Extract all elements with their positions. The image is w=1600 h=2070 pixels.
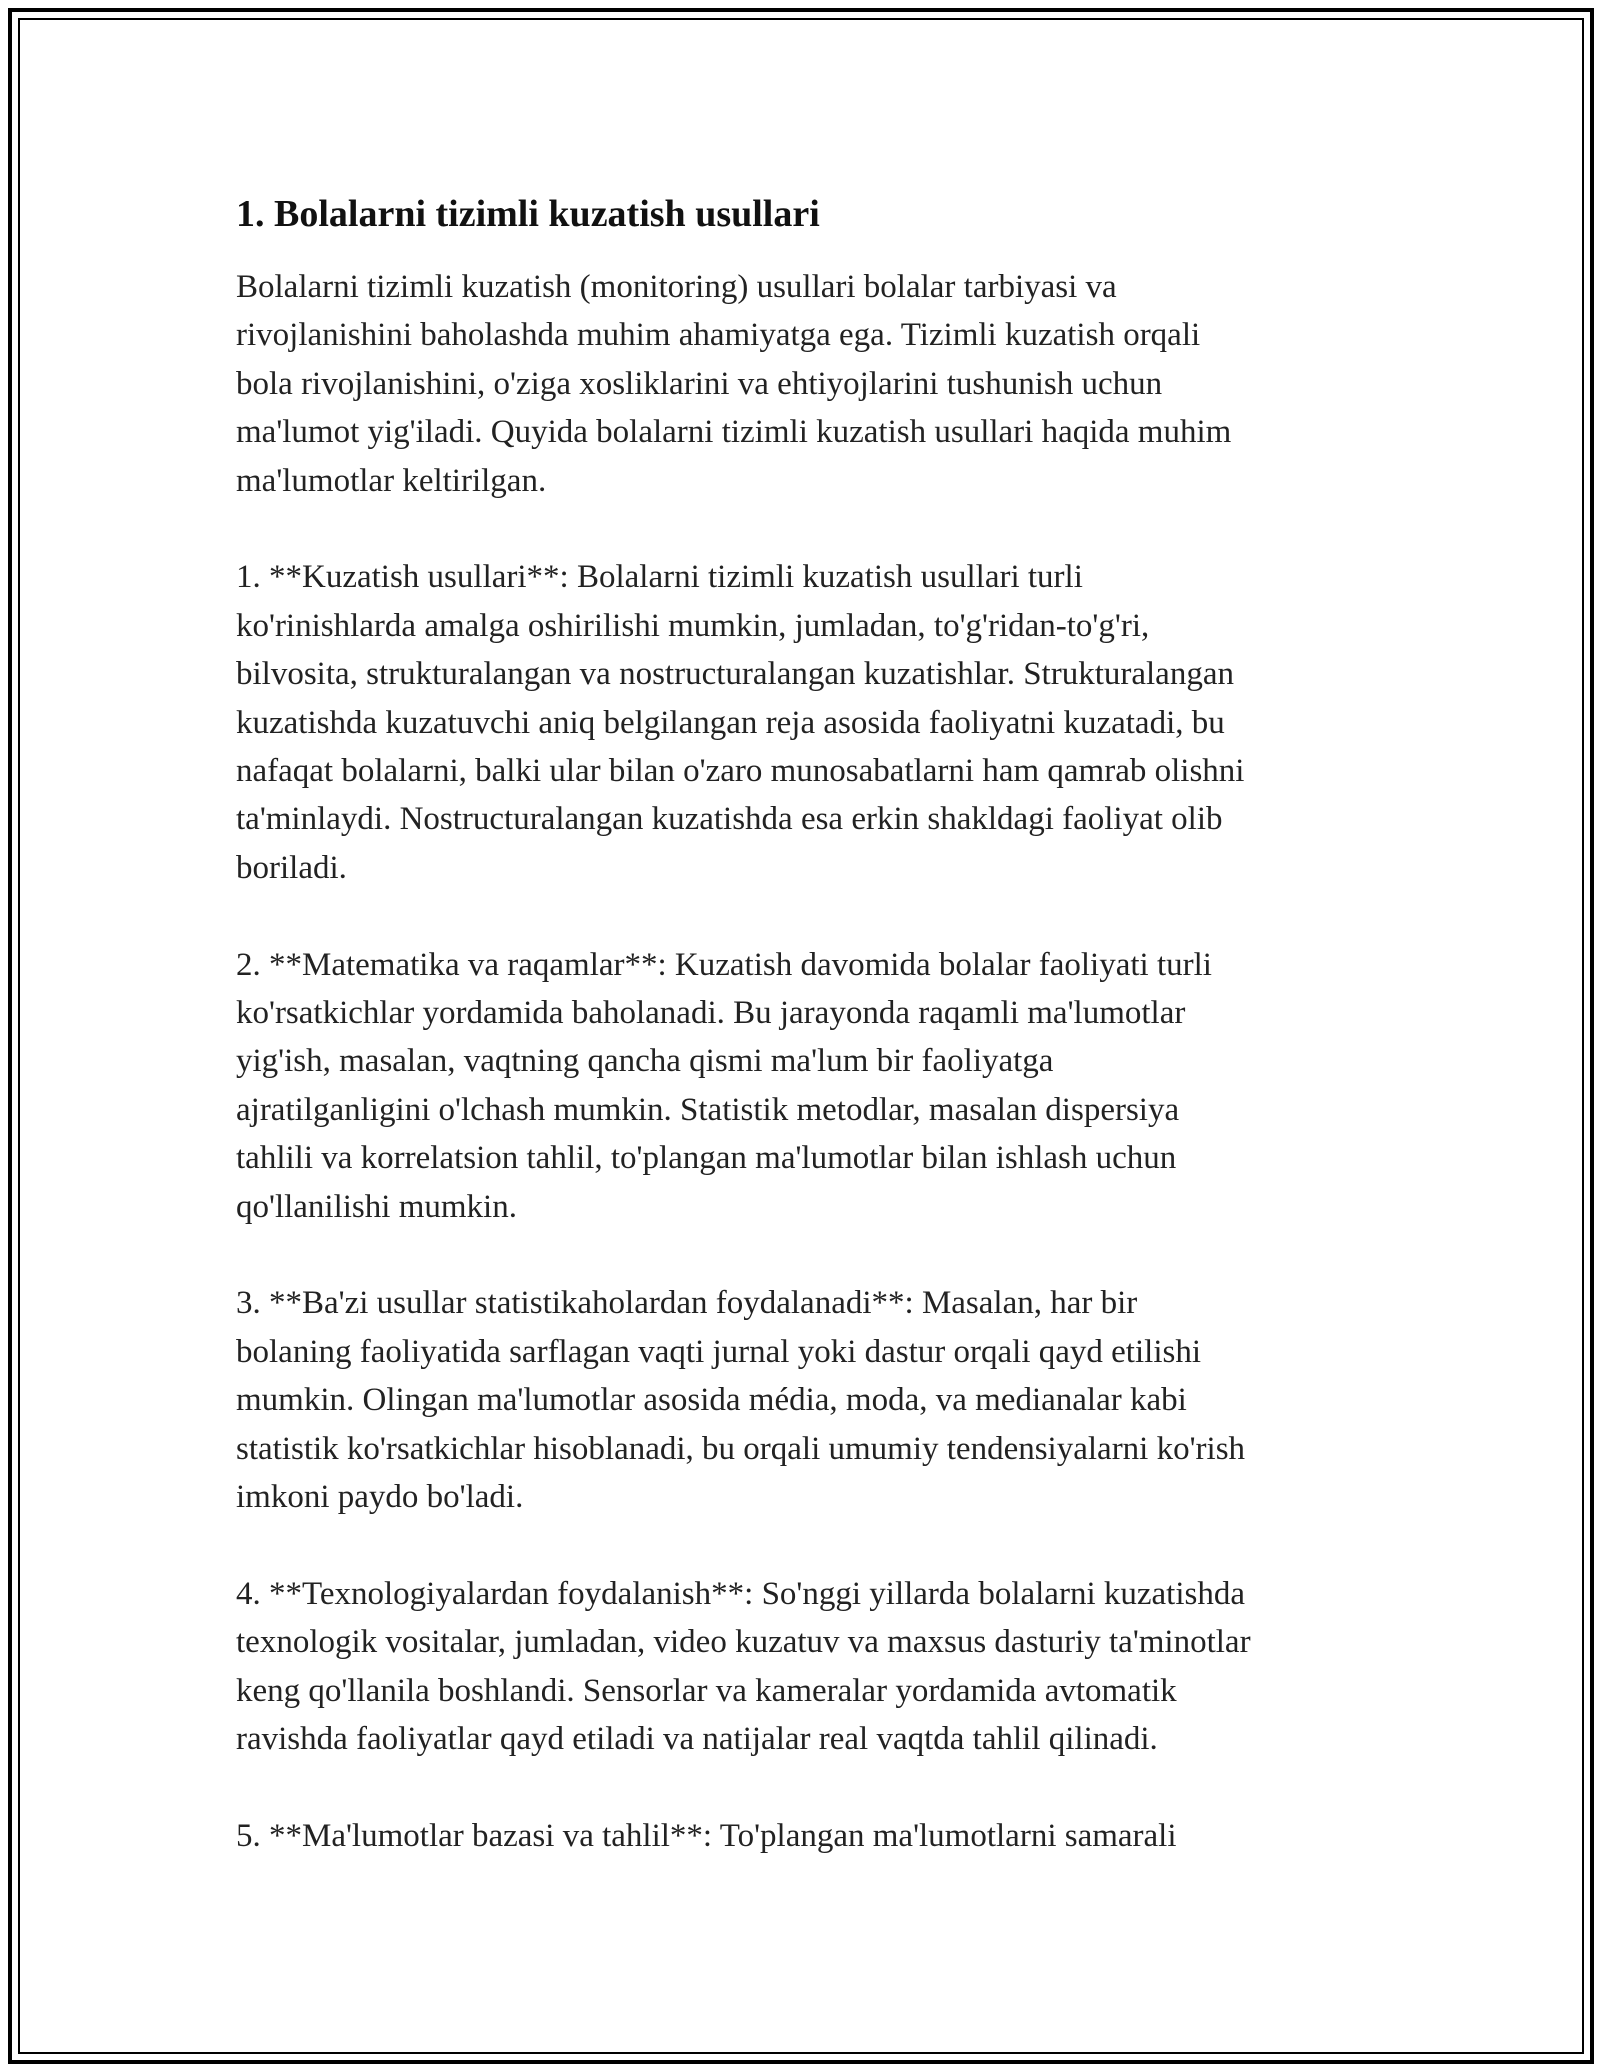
text-line: tahlili va korrelatsion tahlil, to'plangan ma'lumotlar bilan ishlash uchun [236, 1140, 1177, 1177]
text-line: ajratilganligini o'lchash mumkin. Statistik metodlar, masalan dispersiya [236, 1091, 1180, 1128]
text-line: imkoni paydo bo'ladi. [236, 1479, 524, 1516]
paragraph [236, 553, 1386, 892]
text-line: ma'lumotlar keltirilgan. [236, 462, 547, 499]
text-line: keng qo'llanila boshlandi. Sensorlar va kameralar yordamida avtomatik [236, 1672, 1177, 1709]
text-line: bolaning faoliyatida sarflagan vaqti jurnal yoki dastur orqali qayd etilishi [236, 1333, 1201, 1370]
text-line: ko'rinishlarda amalga oshirilishi mumkin, jumladan, to'g'ridan-to'g'ri, [236, 607, 1150, 644]
text-line: yig'ish, masalan, vaqtning qancha qismi ma'lum bir faoliyatga [236, 1043, 1054, 1080]
text-line: ko'rsatkichlar yordamida baholanadi. Bu jarayonda raqamli ma'lumotlar [236, 995, 1186, 1032]
paragraph [236, 1279, 1386, 1521]
paragraph-list [236, 263, 1386, 1860]
document-title: 1. Bolalarni tizimli kuzatish usullari [236, 193, 820, 235]
text-line: bola rivojlanishini, o'ziga xosliklarini va ehtiyojlarini tushunish uchun [236, 365, 1163, 402]
text-line: Bolalarni tizimli kuzatish (monitoring) usullari bolalar tarbiyasi va [236, 269, 1117, 305]
text-line: bilvosita, strukturalangan va nostructuralangan kuzatishlar. Strukturalangan [236, 656, 1234, 693]
paragraph [236, 1812, 1386, 1860]
text-line: ravishda faoliyatlar qayd etiladi va natijalar real vaqtda tahlil qilinadi. [236, 1721, 1158, 1758]
text-line: rivojlanishini baholashda muhim ahamiyatga ega. Tizimli kuzatish orqali [236, 317, 1201, 354]
text-line: ta'minlaydi. Nostructuralangan kuzatishda esa erkin shakldagi faoliyat olib [236, 801, 1223, 838]
text-line: kuzatishda kuzatuvchi aniq belgilangan reja asosida faoliyatni kuzatadi, bu [236, 704, 1225, 741]
paragraph [236, 941, 1386, 1231]
document-body [236, 185, 1386, 1909]
text-line: 3. **Ba'zi usullar statistikaholardan foydalanadi**: Masalan, har bir [236, 1285, 1138, 1322]
text-line: boriladi. [236, 849, 347, 886]
text-line: mumkin. Olingan ma'lumotlar asosida média, moda, va medianalar kabi [236, 1382, 1187, 1419]
text-line: nafaqat bolalarni, balki ular bilan o'zaro munosabatlarni ham qamrab olishni [236, 753, 1245, 790]
text-line: 4. **Texnologiyalardan foydalanish**: So'nggi yillarda bolalarni kuzatishda [236, 1575, 1245, 1612]
paragraph [236, 263, 1386, 505]
text-line: statistik ko'rsatkichlar hisoblanadi, bu orqali umumiy tendensiyalarni ko'rish [236, 1430, 1246, 1467]
text-line: 5. **Ma'lumotlar bazasi va tahlil**: To'plangan ma'lumotlarni samarali [236, 1817, 1177, 1854]
text-line: qo'llanilishi mumkin. [236, 1188, 517, 1225]
text-line: 1. **Kuzatish usullari**: Bolalarni tizimli kuzatish usullari turli [236, 559, 1083, 596]
text-line: ma'lumot yig'iladi. Quyida bolalarni tizimli kuzatish usullari haqida muhim [236, 414, 1232, 451]
text-line: texnologik vositalar, jumladan, video kuzatuv va maxsus dasturiy ta'minotlar [236, 1624, 1251, 1661]
text-line: 2. **Matematika va raqamlar**: Kuzatish davomida bolalar faoliyati turli [236, 946, 1212, 983]
paragraph [236, 1570, 1386, 1764]
